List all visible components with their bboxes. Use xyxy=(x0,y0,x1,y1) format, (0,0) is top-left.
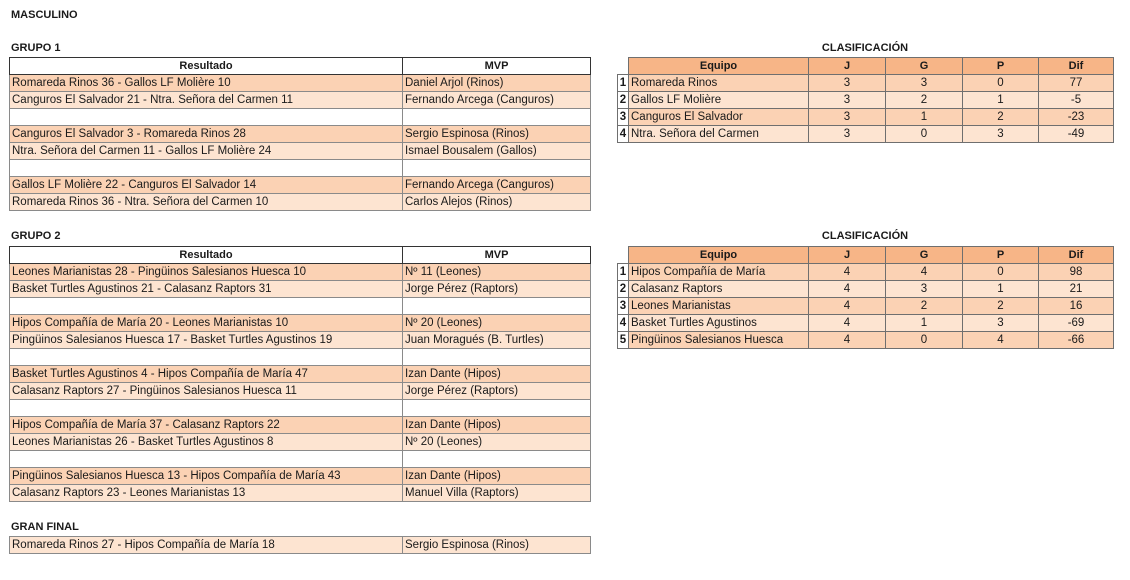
resultado-cell: Romareda Rinos 36 - Gallos LF Molière 10 xyxy=(10,75,403,92)
section-title: MASCULINO xyxy=(11,9,78,21)
resultado-cell: Canguros El Salvador 21 - Ntra. Señora del Carmen 11 xyxy=(10,92,403,109)
table-row xyxy=(10,400,591,417)
mvp-cell xyxy=(403,451,591,468)
mvp-cell xyxy=(403,349,591,366)
p-cell: 3 xyxy=(963,315,1039,332)
resultado-cell xyxy=(10,109,403,126)
resultado-cell: Romareda Rinos 36 - Ntra. Señora del Carmen 10 xyxy=(10,194,403,211)
resultado-header: Resultado xyxy=(10,58,403,75)
pos-header xyxy=(618,58,629,75)
table-row xyxy=(10,298,591,315)
dif-cell: 77 xyxy=(1039,75,1114,92)
equipo-cell: Calasanz Raptors xyxy=(629,281,809,298)
j-header: J xyxy=(809,58,886,75)
mvp-header: MVP xyxy=(403,247,591,264)
p-cell: 0 xyxy=(963,75,1039,92)
standings-row xyxy=(618,75,1114,92)
mvp-cell: Izan Dante (Hipos) xyxy=(403,468,591,485)
group1-standings-body xyxy=(618,75,1114,143)
g-header: G xyxy=(886,58,963,75)
mvp-cell xyxy=(403,109,591,126)
group2-standings-table xyxy=(617,246,1114,349)
mvp-cell: Izan Dante (Hipos) xyxy=(403,366,591,383)
pos-cell: 3 xyxy=(618,109,629,126)
g-cell: 1 xyxy=(886,109,963,126)
table-row xyxy=(10,75,591,92)
pos-cell: 2 xyxy=(618,281,629,298)
g-cell: 3 xyxy=(886,281,963,298)
standings-header-row xyxy=(618,58,1114,75)
j-cell: 3 xyxy=(809,109,886,126)
g-cell: 2 xyxy=(886,298,963,315)
group2-standings-title: CLASIFICACIÓN xyxy=(821,230,909,242)
mvp-cell: Manuel Villa (Raptors) xyxy=(403,485,591,502)
mvp-cell: Jorge Pérez (Raptors) xyxy=(403,383,591,400)
g-header: G xyxy=(886,247,963,264)
standings-row xyxy=(618,315,1114,332)
mvp-cell xyxy=(403,298,591,315)
p-cell: 3 xyxy=(963,126,1039,143)
mvp-cell: Ismael Bousalem (Gallos) xyxy=(403,143,591,160)
mvp-cell: Nº 20 (Leones) xyxy=(403,315,591,332)
j-header: J xyxy=(809,247,886,264)
table-row xyxy=(10,485,591,502)
g-cell: 0 xyxy=(886,126,963,143)
mvp-cell xyxy=(403,400,591,417)
dif-cell: -69 xyxy=(1039,315,1114,332)
standings-header-row xyxy=(618,247,1114,264)
group2-standings-body xyxy=(618,264,1114,349)
table-row xyxy=(10,468,591,485)
dif-cell: 98 xyxy=(1039,264,1114,281)
dif-cell: -49 xyxy=(1039,126,1114,143)
resultado-cell: Pingüinos Salesianos Huesca 13 - Hipos Compañía de María 43 xyxy=(10,468,403,485)
table-row xyxy=(10,383,591,400)
p-cell: 0 xyxy=(963,264,1039,281)
standings-row xyxy=(618,264,1114,281)
mvp-cell: Jorge Pérez (Raptors) xyxy=(403,281,591,298)
mvp-cell: Nº 11 (Leones) xyxy=(403,264,591,281)
g-cell: 3 xyxy=(886,75,963,92)
equipo-cell: Hipos Compañía de María xyxy=(629,264,809,281)
p-cell: 1 xyxy=(963,92,1039,109)
table-row xyxy=(10,434,591,451)
pos-cell: 1 xyxy=(618,264,629,281)
equipo-header: Equipo xyxy=(629,247,809,264)
p-cell: 4 xyxy=(963,332,1039,349)
dif-header: Dif xyxy=(1039,247,1114,264)
resultado-cell xyxy=(10,160,403,177)
equipo-cell: Leones Marianistas xyxy=(629,298,809,315)
resultado-cell: Basket Turtles Agustinos 4 - Hipos Compañía de María 47 xyxy=(10,366,403,383)
resultado-header: Resultado xyxy=(10,247,403,264)
resultado-cell: Leones Marianistas 26 - Basket Turtles Agustinos 8 xyxy=(10,434,403,451)
pos-cell: 1 xyxy=(618,75,629,92)
resultado-cell xyxy=(10,298,403,315)
standings-row xyxy=(618,298,1114,315)
dif-cell: -23 xyxy=(1039,109,1114,126)
table-row xyxy=(10,177,591,194)
equipo-cell: Gallos LF Molière xyxy=(629,92,809,109)
j-cell: 4 xyxy=(809,264,886,281)
equipo-cell: Ntra. Señora del Carmen xyxy=(629,126,809,143)
table-row xyxy=(10,160,591,177)
standings-row xyxy=(618,332,1114,349)
g-cell: 4 xyxy=(886,264,963,281)
j-cell: 4 xyxy=(809,332,886,349)
resultado-cell: Gallos LF Molière 22 - Canguros El Salvador 14 xyxy=(10,177,403,194)
group1-standings-table xyxy=(617,57,1114,143)
j-cell: 4 xyxy=(809,298,886,315)
resultado-cell: Calasanz Raptors 27 - Pingüinos Salesianos Huesca 11 xyxy=(10,383,403,400)
pos-cell: 2 xyxy=(618,92,629,109)
final-resultado-cell: Romareda Rinos 27 - Hipos Compañía de María 18 xyxy=(10,537,403,554)
pos-cell: 3 xyxy=(618,298,629,315)
final-title: GRAN FINAL xyxy=(11,521,79,533)
resultado-cell: Ntra. Señora del Carmen 11 - Gallos LF Molière 24 xyxy=(10,143,403,160)
group1-title: GRUPO 1 xyxy=(11,42,61,54)
equipo-cell: Canguros El Salvador xyxy=(629,109,809,126)
j-cell: 4 xyxy=(809,315,886,332)
table-row xyxy=(10,366,591,383)
g-cell: 1 xyxy=(886,315,963,332)
pos-cell: 5 xyxy=(618,332,629,349)
group1-standings-title: CLASIFICACIÓN xyxy=(821,42,909,54)
dif-cell: 16 xyxy=(1039,298,1114,315)
equipo-cell: Romareda Rinos xyxy=(629,75,809,92)
group2-results-body xyxy=(10,264,591,502)
p-cell: 1 xyxy=(963,281,1039,298)
resultado-cell: Hipos Compañía de María 20 - Leones Marianistas 10 xyxy=(10,315,403,332)
group2-title: GRUPO 2 xyxy=(11,230,61,242)
group2-results-table xyxy=(9,246,591,502)
resultado-cell: Leones Marianistas 28 - Pingüinos Salesianos Huesca 10 xyxy=(10,264,403,281)
table-row xyxy=(10,451,591,468)
table-row xyxy=(10,109,591,126)
pos-cell: 4 xyxy=(618,126,629,143)
final-row xyxy=(10,537,591,554)
resultado-cell xyxy=(10,451,403,468)
table-row xyxy=(10,332,591,349)
group1-results-table xyxy=(9,57,591,211)
resultado-cell xyxy=(10,400,403,417)
results-header-row xyxy=(10,247,591,264)
mvp-cell: Fernando Arcega (Canguros) xyxy=(403,177,591,194)
j-cell: 3 xyxy=(809,92,886,109)
equipo-cell: Pingüinos Salesianos Huesca xyxy=(629,332,809,349)
resultado-cell xyxy=(10,349,403,366)
mvp-cell xyxy=(403,160,591,177)
standings-row xyxy=(618,281,1114,298)
mvp-cell: Daniel Arjol (Rinos) xyxy=(403,75,591,92)
dif-cell: -5 xyxy=(1039,92,1114,109)
g-cell: 0 xyxy=(886,332,963,349)
resultado-cell: Calasanz Raptors 23 - Leones Marianistas 13 xyxy=(10,485,403,502)
mvp-cell: Sergio Espinosa (Rinos) xyxy=(403,126,591,143)
standings-row xyxy=(618,92,1114,109)
resultado-cell: Pingüinos Salesianos Huesca 17 - Basket Turtles Agustinos 19 xyxy=(10,332,403,349)
standings-row xyxy=(618,126,1114,143)
dif-cell: 21 xyxy=(1039,281,1114,298)
final-results-table xyxy=(9,536,591,554)
j-cell: 3 xyxy=(809,75,886,92)
mvp-cell: Juan Moragués (B. Turtles) xyxy=(403,332,591,349)
table-row xyxy=(10,194,591,211)
table-row xyxy=(10,143,591,160)
standings-row xyxy=(618,109,1114,126)
pos-header xyxy=(618,247,629,264)
resultado-cell: Hipos Compañía de María 37 - Calasanz Raptors 22 xyxy=(10,417,403,434)
mvp-cell: Fernando Arcega (Canguros) xyxy=(403,92,591,109)
table-row xyxy=(10,264,591,281)
dif-header: Dif xyxy=(1039,58,1114,75)
table-row xyxy=(10,349,591,366)
mvp-cell: Nº 20 (Leones) xyxy=(403,434,591,451)
mvp-cell: Izan Dante (Hipos) xyxy=(403,417,591,434)
j-cell: 4 xyxy=(809,281,886,298)
table-row xyxy=(10,315,591,332)
g-cell: 2 xyxy=(886,92,963,109)
results-header-row xyxy=(10,58,591,75)
mvp-header: MVP xyxy=(403,58,591,75)
resultado-cell: Canguros El Salvador 3 - Romareda Rinos 28 xyxy=(10,126,403,143)
pos-cell: 4 xyxy=(618,315,629,332)
table-row xyxy=(10,281,591,298)
resultado-cell: Basket Turtles Agustinos 21 - Calasanz Raptors 31 xyxy=(10,281,403,298)
final-mvp-cell: Sergio Espinosa (Rinos) xyxy=(403,537,591,554)
j-cell: 3 xyxy=(809,126,886,143)
equipo-cell: Basket Turtles Agustinos xyxy=(629,315,809,332)
group1-results-body xyxy=(10,75,591,211)
dif-cell: -66 xyxy=(1039,332,1114,349)
equipo-header: Equipo xyxy=(629,58,809,75)
table-row xyxy=(10,126,591,143)
p-cell: 2 xyxy=(963,109,1039,126)
p-header: P xyxy=(963,58,1039,75)
table-row xyxy=(10,92,591,109)
p-header: P xyxy=(963,247,1039,264)
table-row xyxy=(10,417,591,434)
p-cell: 2 xyxy=(963,298,1039,315)
mvp-cell: Carlos Alejos (Rinos) xyxy=(403,194,591,211)
